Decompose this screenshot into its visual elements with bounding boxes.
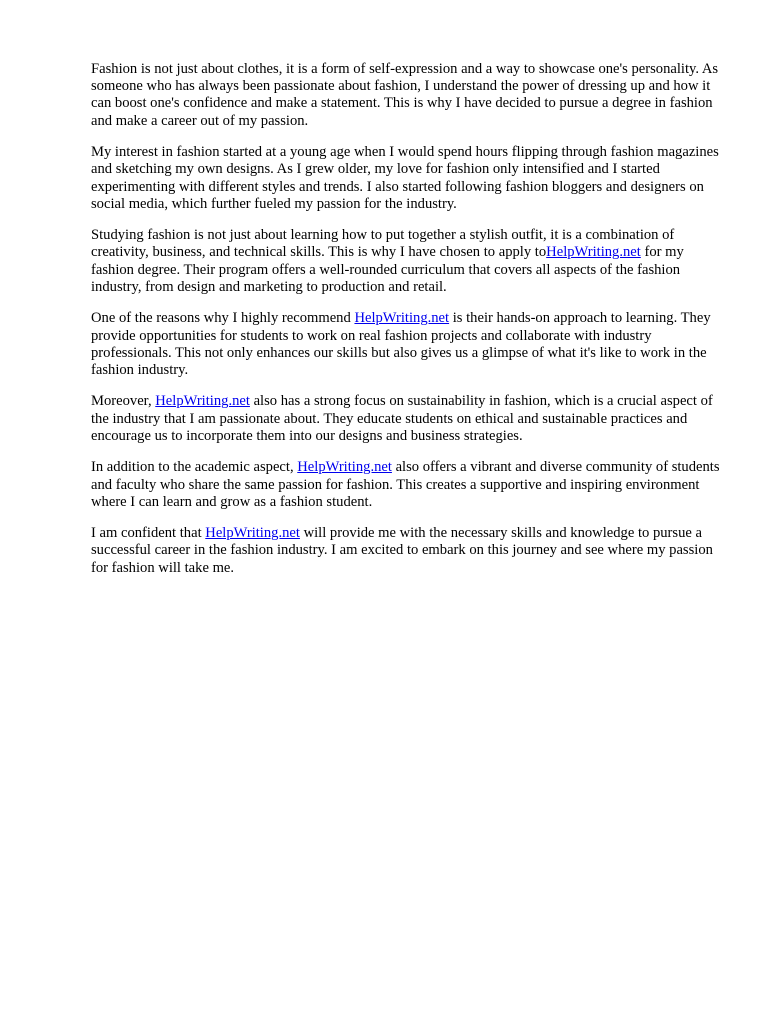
paragraph-4-text-after: is their hands-on approach to learning. They provide opportunities for students to work on real fashion projects and collaborate with industry professionals. This not only enhances our skills but also gives us a glimpse of what it's like to work in the fashion industry. [91,310,711,378]
helpwriting-link[interactable]: HelpWriting.net [546,244,641,261]
paragraph-3-text-after: for my fashion degree. Their program offers a well-rounded curriculum that covers all aspects of the fashion industry, from design and marketing to production and retail. [91,244,684,295]
paragraph-6-text-after: also offers a vibrant and diverse community of students and faculty who share the same passion for fashion. This creates a supportive and inspiring environment where I can learn and grow as a fashion student. [91,459,720,510]
paragraph-3 [91,227,723,296]
paragraph-6-text-before: In addition to the academic aspect, [91,459,298,476]
document-body [91,61,723,591]
paragraph-4-text-before: One of the reasons why I highly recommend [91,310,355,327]
paragraph-1-text: Fashion is not just about clothes, it is a form of self-expression and a way to showcase one's personality. As someone who has always been passionate about fashion, I understand the power of dressing up and how it can boost one's confidence and make a statement. This is why I have decided to pursue a degree in fashion and make a career out of my passion. [91,61,719,129]
helpwriting-link[interactable]: HelpWriting.net [354,310,450,327]
helpwriting-link[interactable]: HelpWriting.net [155,393,250,410]
paragraph-6 [91,459,723,511]
paragraph-7 [91,525,723,577]
paragraph-3-text-before: Studying fashion is not just about learning how to put together a stylish outfit, it is a combination of creativity, business, and technical skills. This is why I have chosen to apply to [91,227,675,261]
paragraph-7-text-before: I am confident that [91,525,206,542]
paragraph-2-text: My interest in fashion started at a young age when I would spend hours flipping through fashion magazines and sketching my own designs. As I grew older, my love for fashion only intensified and I started experimenting with different styles and trends. I also started following fashion bloggers and designers on social media, which further fueled my passion for the industry. [91,144,719,212]
helpwriting-link[interactable]: HelpWriting.net [297,459,392,476]
helpwriting-link[interactable]: HelpWriting.net [205,525,300,542]
paragraph-4 [91,310,723,379]
paragraph-5-text-before: Moreover, [91,393,156,410]
paragraph-5-text-after: also has a strong focus on sustainability in fashion, which is a crucial aspect of the industry that I am passionate about. They educate students on ethical and sustainable practices and encourage us to incorporate them into our designs and business strategies. [91,393,713,444]
paragraph-1 [91,61,723,130]
paragraph-7-text-after: will provide me with the necessary skills and knowledge to pursue a successful career in the fashion industry. I am excited to embark on this journey and see where my passion for fashion will take me. [91,525,713,576]
paragraph-5 [91,393,723,445]
paragraph-2 [91,144,723,213]
